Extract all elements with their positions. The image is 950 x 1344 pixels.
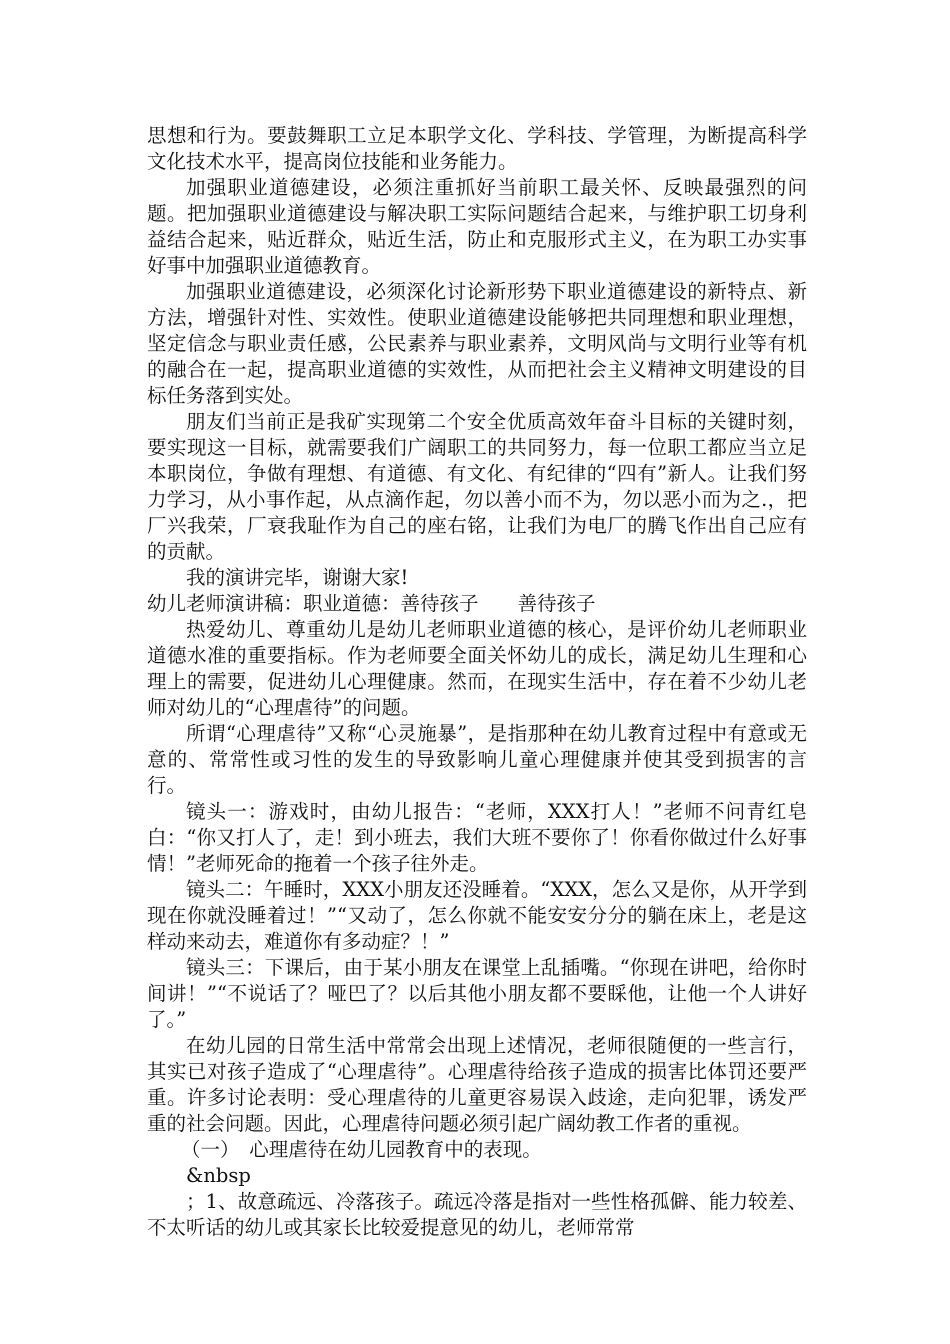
- speech-title: 幼儿老师演讲稿：职业道德：善待孩子 善待孩子: [147, 592, 596, 615]
- paragraph-7: 在幼儿园的日常生活中常常会出现上述情况，老师很随便的一些言行，其实已对孩子造成了“心理虐待”。心理虐待给孩子造成的损害比体罚还要严重。许多讨论表明：受心理虐待的儿童更容易误入歧途，走向犯罪，诱发严重的社会问题。因此，心理虐待问题必须引起广阔幼教工作者的重视。: [147, 1034, 807, 1135]
- paragraph-6: 所谓“心理虐待”又称“心灵施暴”，是指那种在幼儿教育过程中有意或无意的、常常性或习性的发生的导致影响儿童心理健康并使其受到损害的言行。: [147, 722, 807, 797]
- section-heading: （一） 心理虐待在幼儿园教育中的表现。: [181, 1138, 542, 1161]
- paragraph-3: 加强职业道德建设，必须深化讨论新形势下职业道德建设的新特点、新方法，增强针对性、实效性。使职业道德建设能够把共同理想和职业理想，坚定信念与职业责任感，公民素养与职业素养，文明风尚与文明行业等有机的融合在一起，提高职业道德的实效性，从而把社会主义精神文明建设的目标任务落到实处。: [147, 280, 807, 407]
- raw-entity-text: &nbsp: [186, 1164, 251, 1187]
- paragraph-closing: 我的演讲完毕，谢谢大家!: [186, 566, 409, 589]
- paragraph-2: 加强职业道德建设，必须注重抓好当前职工最关怀、反映最强烈的问题。把加强职业道德建设与解决职工实际问题结合起来，与维护职工切身利益结合起来，贴近群众，贴近生活，防止和克服形式主义，在为职工办实事好事中加强职业道德教育。: [147, 176, 807, 277]
- paragraph-5: 热爱幼儿、尊重幼儿是幼儿老师职业道德的核心，是评价幼儿老师职业道德水准的重要指标。作为老师要全面关怀幼儿的成长，满足幼儿生理和心理上的需要，促进幼儿心理健康。然而，在现实生活中，存在着不少幼儿老师对幼儿的“心理虐待”的问题。: [147, 618, 807, 719]
- scene-two: 镜头二：午睡时，XXX小朋友还没睡着。“XXX，怎么又是你，从开学到现在你就没睡着过！”“又动了，怎么你就不能安安分分的躺在床上，老是这样动来动去，难道你有多动症？！”: [147, 878, 807, 953]
- paragraph-8: ；1、故意疏远、冷落孩子。疏远冷落是指对一些性格孤僻、能力较差、不太听话的幼儿或其家长比较爱提意见的幼儿，老师常常: [147, 1190, 807, 1239]
- paragraph-4: 朋友们当前正是我矿实现第二个安全优质高效年奋斗目标的关键时刻，要实现这一目标，就需要我们广阔职工的共同努力，每一位职工都应当立足本职岗位，争做有理想、有道德、有文化、有纪律的“四有”新人。让我们努力学习，从小事作起，从点滴作起，勿以善小而不为，勿以恶小而为之.，把厂兴我荣，厂衰我耻作为自己的座右铭，让我们为电厂的腾飞作出自己应有的贡献。: [147, 410, 807, 563]
- paragraph-1: 思想和行为。要鼓舞职工立足本职学文化、学科技、学管理，为断提高科学文化技术水平，提高岗位技能和业务能力。: [147, 124, 807, 173]
- scene-three: 镜头三：下课后，由于某小朋友在课堂上乱插嘴。“你现在讲吧，给你时间讲！”“不说话了？哑巴了？以后其他小朋友都不要睬他，让他一个人讲好了。”: [147, 956, 807, 1031]
- document-page: [147, 123, 807, 1241]
- scene-one: 镜头一：游戏时，由幼儿报告：“老师，XXX打人！”老师不问青红皂白：“你又打人了，走！到小班去，我们大班不要你了！你看你做过什么好事情！”老师死命的拖着一个孩子往外走。: [147, 800, 807, 875]
